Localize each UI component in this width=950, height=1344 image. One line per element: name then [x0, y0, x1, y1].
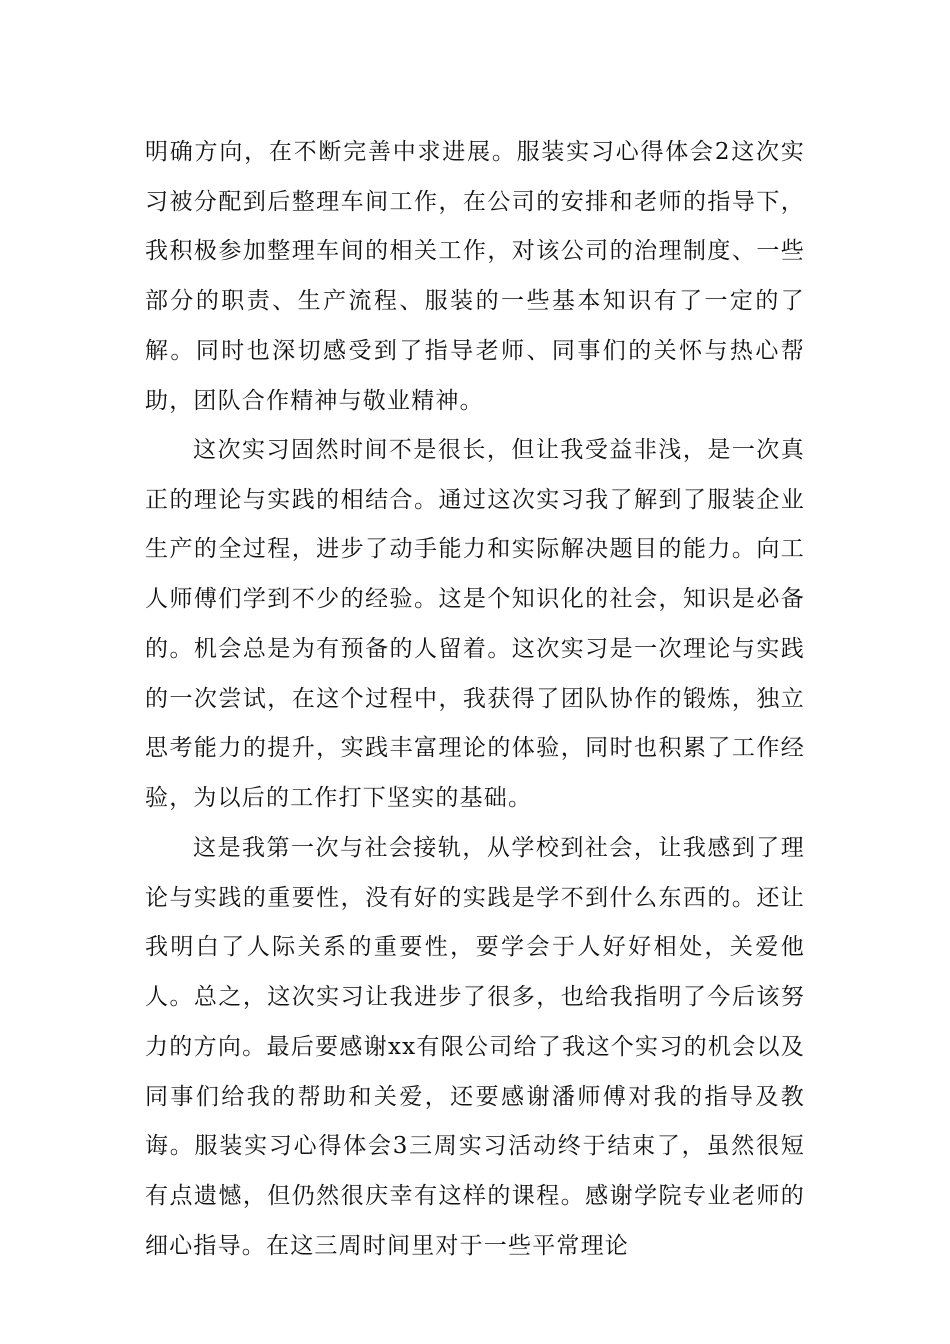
paragraph-block-1 [145, 128, 805, 426]
paragraph-block-3 [145, 824, 805, 1271]
paragraph-3: 这是我第一次与社会接轨，从学校到社会，让我感到了理论与实践的重要性，没有好的实践是学不到什么东西的。还让我明白了人际关系的重要性，要学会于人好好相处，关爱他人。总之，这次实习让我进步了很多，也给我指明了今后该努力的方向。最后要感谢xx有限公司给了我这个实习的机会以及同事们给我的帮助和关爱，还要感谢潘师傅对我的指导及教诲。服装实习心得体会3三周实习活动终于结束了，虽然很短有点遗憾，但仍然很庆幸有这样的课程。感谢学院专业老师的细心指导。在这三周时间里对于一些平常理论 [145, 835, 805, 1259]
paragraph-2: 这次实习固然时间不是很长，但让我受益非浅，是一次真正的理论与实践的相结合。通过这次实习我了解到了服装企业生产的全过程，进步了动手能力和实际解决题目的能力。向工人师傅们学到不少的经验。这是个知识化的社会，知识是必备的。机会总是为有预备的人留着。这次实习是一次理论与实践的一次尝试，在这个过程中，我获得了团队协作的锻炼，独立思考能力的提升，实践丰富理论的体验，同时也积累了工作经验，为以后的工作打下坚实的基础。 [145, 437, 805, 811]
paragraph-block-2 [145, 426, 805, 824]
paragraph-1: 明确方向，在不断完善中求进展。服装实习心得体会2这次实习被分配到后整理车间工作，在公司的安排和老师的指导下，我积极参加整理车间的相关工作，对该公司的治理制度、一些部分的职责、生产流程、服装的一些基本知识有了一定的了解。同时也深切感受到了指导老师、同事们的关怀与热心帮助，团队合作精神与敬业精神。 [145, 139, 805, 414]
